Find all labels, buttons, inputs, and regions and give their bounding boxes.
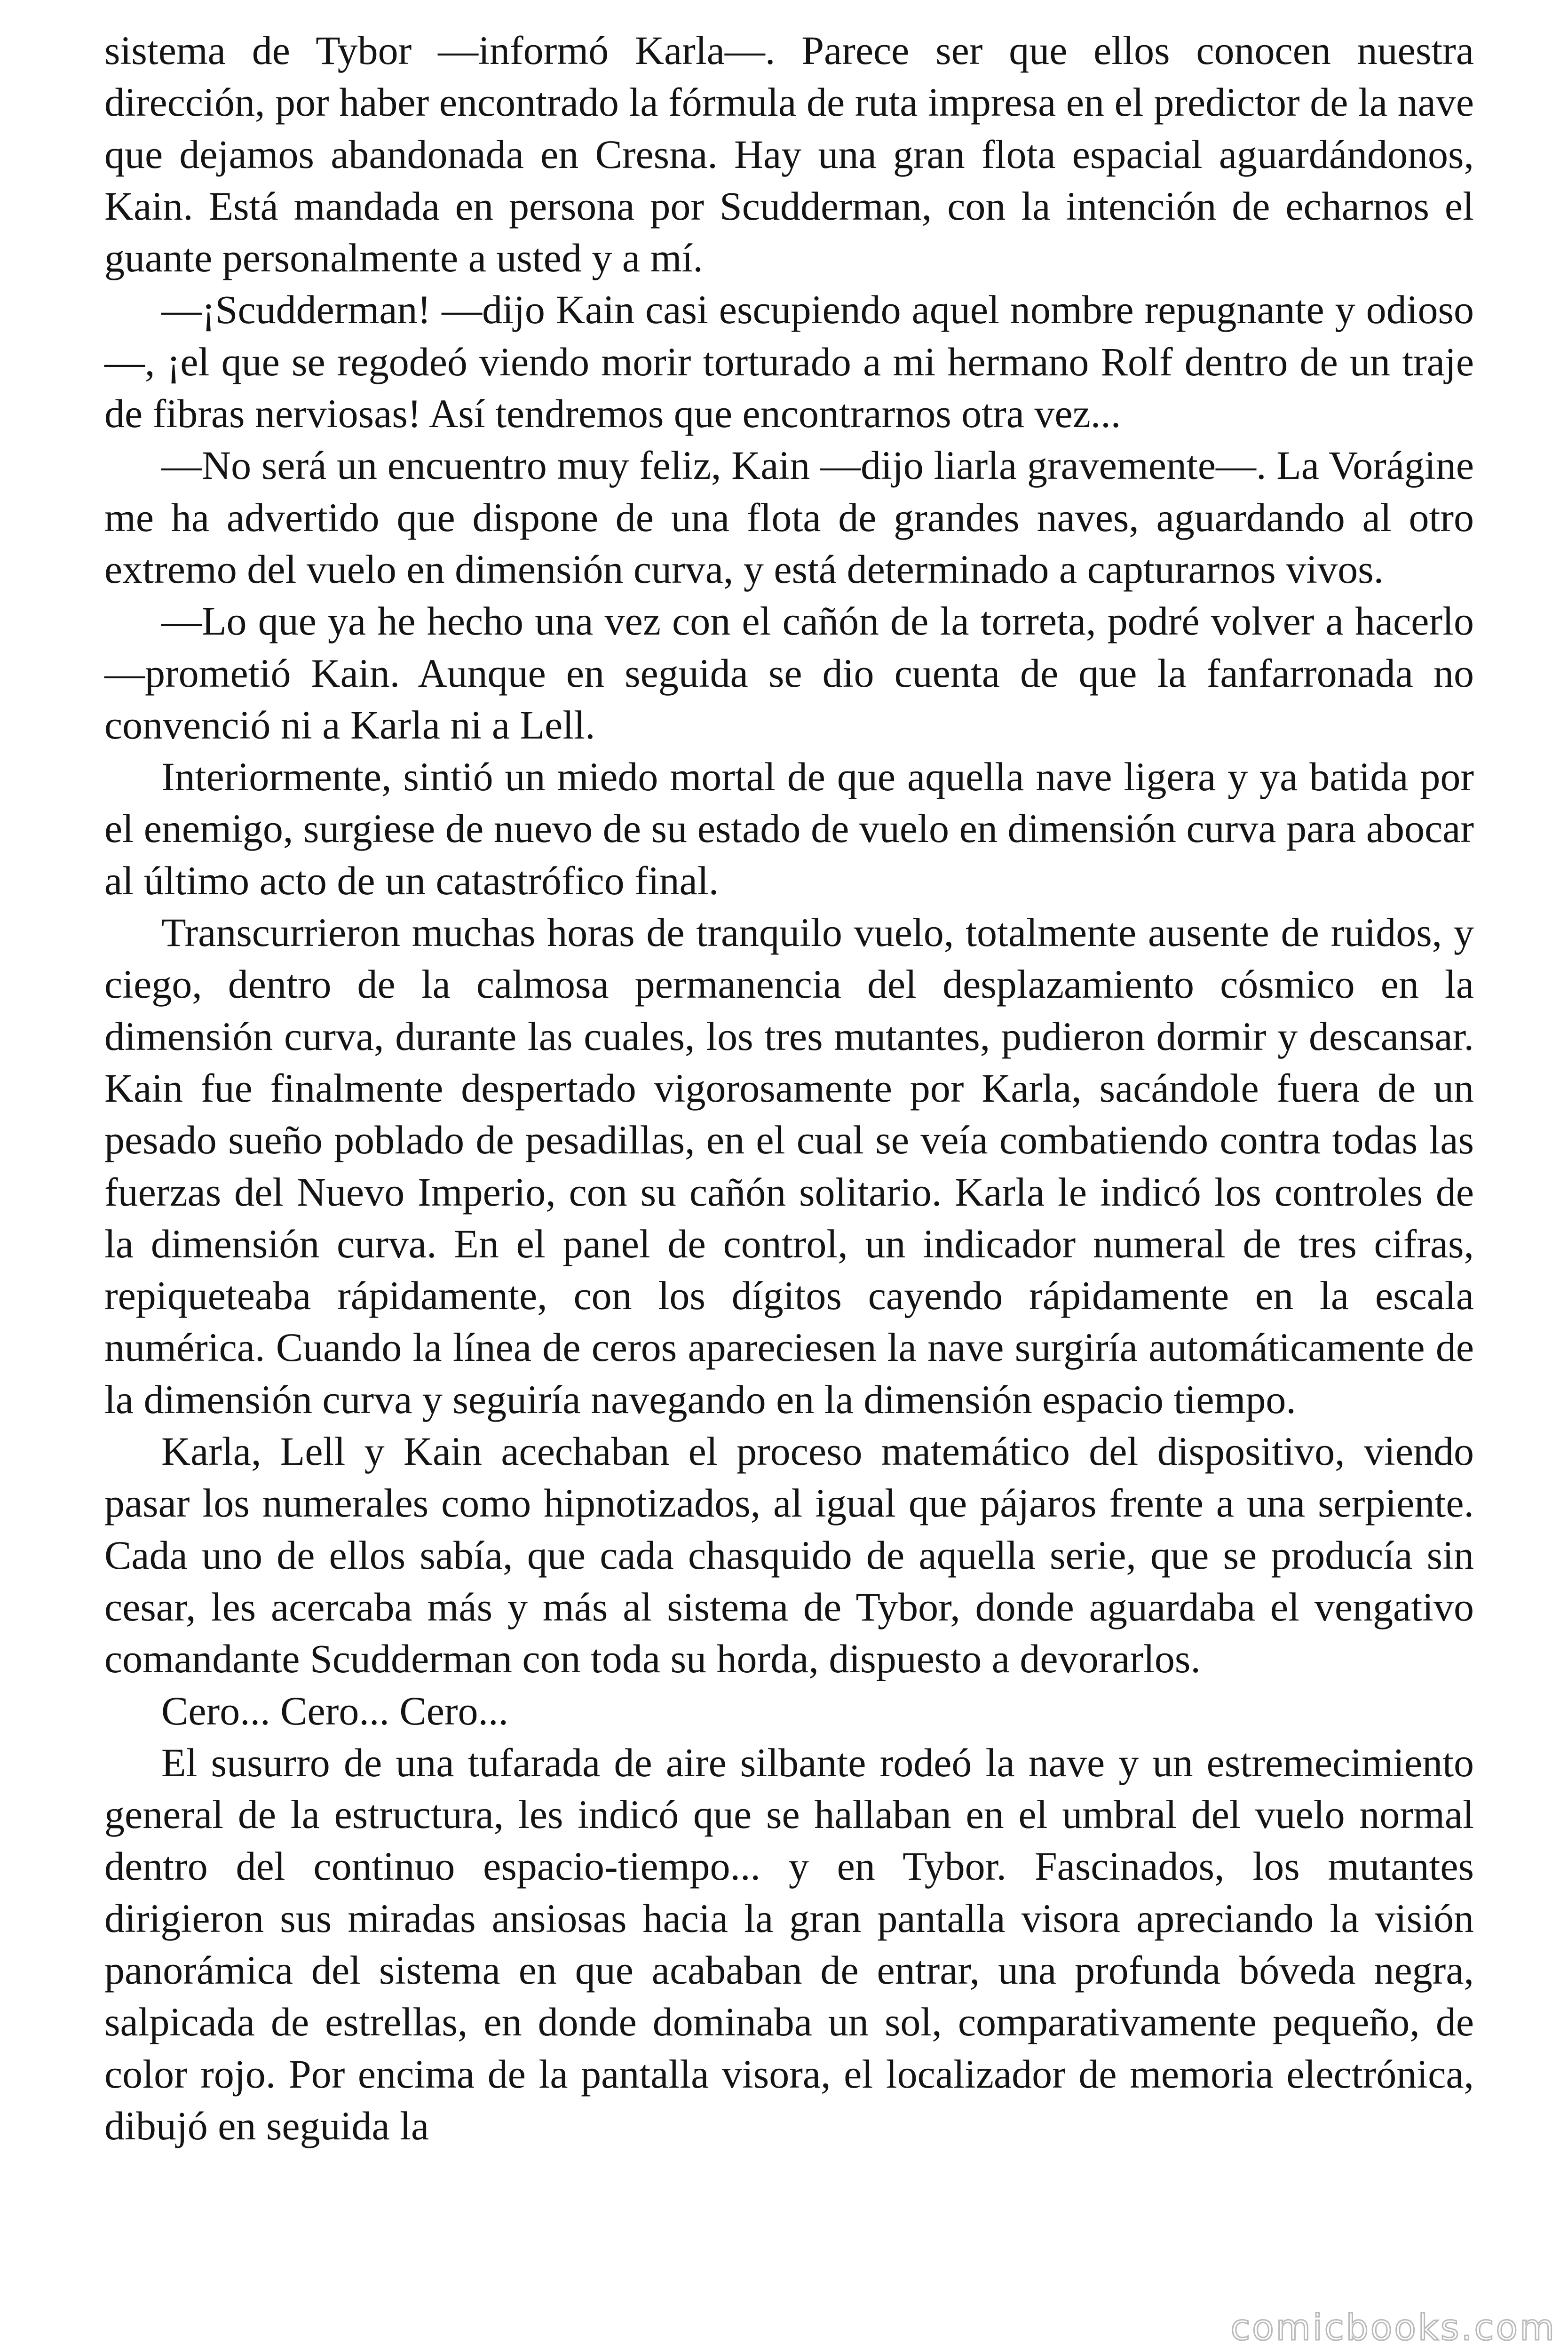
paragraph: —¡Scudderman! —dijo Kain casi escupiendo aquel nombre repugnante y odioso—, ¡el que se regodeó viendo morir torturado a mi hermano Rolf dentro de un traje de fibras nerviosas! Así tendremos que encontrarnos otra vez...	[104, 287, 1474, 437]
paragraph: El susurro de una tufarada de aire silbante rodeó la nave y un estremecimiento general de la estructura, les indicó que se hallaban en el umbral del vuelo normal dentro del continuo espacio-tiempo... y en Tybor. Fascinados, los mutantes dirigieron sus miradas ansiosas hacia la gran pantalla visora apreciando la visión panorámica del sistema en que acababan de entrar, una profunda bóveda negra, salpicada de estrellas, en donde dominaba un sol, comparativamente pequeño, de color rojo. Por encima de la pantalla visora, el localizador de memoria electrónica, dibujó en seguida la	[104, 1740, 1474, 2148]
paragraph: Interiormente, sintió un miedo mortal de que aquella nave ligera y ya batida por el enemigo, surgiese de nuevo de su estado de vuelo en dimensión curva para abocar al último acto de un catastrófico final.	[104, 754, 1474, 903]
paragraph: —No será un encuentro muy feliz, Kain —dijo liarla gravemente—. La Vorágine me ha advertido que dispone de una flota de grandes naves, aguardando al otro extremo del vuelo en dimensión curva, y está determinado a capturarnos vivos.	[104, 443, 1474, 592]
watermark: comicbooks.com	[1230, 2306, 1556, 2348]
paragraph: Karla, Lell y Kain acechaban el proceso matemático del dispositivo, viendo pasar los numerales como hipnotizados, al igual que pájaros frente a una serpiente. Cada uno de ellos sabía, que cada chasquido de aquella serie, que se producía sin cesar, les acercaba más y más al sistema de Tybor, donde aguardaba el vengativo comandante Scudderman con toda su horda, dispuesto a devorarlos.	[104, 1429, 1474, 1682]
paragraph: Cero... Cero... Cero...	[161, 1688, 509, 1733]
page-text	[104, 24, 1474, 2325]
paragraph: Transcurrieron muchas horas de tranquilo vuelo, totalmente ausente de ruidos, y ciego, dentro de la calmosa permanencia del desplazamiento cósmico en la dimensión curva, durante las cuales, los tres mutantes, pudieron dormir y descansar. Kain fue finalmente despertado vigorosamente por Karla, sacándole fuera de un pesado sueño poblado de pesadillas, en el cual se veía combatiendo contra todas las fuerzas del Nuevo Imperio, con su cañón solitario. Karla le indicó los controles de la dimensión curva. En el panel de control, un indicador numeral de tres cifras, repiqueteaba rápidamente, con los dígitos cayendo rápidamente en la escala numérica. Cuando la línea de ceros apareciesen la nave surgiría automáticamente de la dimensión curva y seguiría navegando en la dimensión espacio tiempo.	[104, 910, 1474, 1422]
paragraph: —Lo que ya he hecho una vez con el cañón de la torreta, podré volver a hacerlo —prometió Kain. Aunque en seguida se dio cuenta de que la fanfarronada no convenció ni a Karla ni a Lell.	[104, 598, 1474, 747]
paragraph: sistema de Tybor —informó Karla—. Parece ser que ellos conocen nuestra dirección, por haber encontrado la fórmula de ruta impresa en el predictor de la nave que dejamos abandonada en Cresna. Hay una gran flota espacial aguardándonos, Kain. Está mandada en persona por Scudderman, con la intención de echarnos el guante personalmente a usted y a mí.	[104, 28, 1474, 281]
